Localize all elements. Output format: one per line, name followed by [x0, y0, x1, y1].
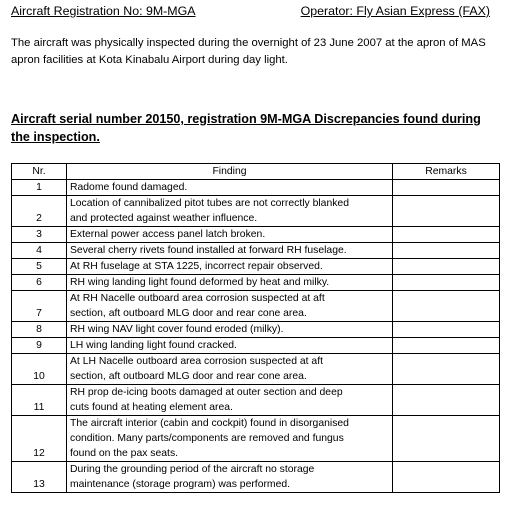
row-number: 6 — [12, 275, 67, 291]
row-remarks — [393, 180, 500, 196]
row-number: 2 — [12, 196, 67, 227]
finding-line: maintenance (storage program) was performed. — [70, 479, 291, 490]
finding-line: At LH Nacelle outboard area corrosion suspected at aft — [70, 356, 323, 367]
discrepancies-table — [11, 163, 500, 493]
finding-line: condition. Many parts/components are removed and fungus — [70, 433, 344, 444]
row-finding — [67, 180, 393, 196]
row-remarks — [393, 385, 500, 416]
finding-line: Radome found damaged. — [70, 182, 188, 193]
row-remarks — [393, 259, 500, 275]
header-finding: Finding — [67, 164, 393, 180]
table-header-row — [12, 164, 500, 180]
row-number: 5 — [12, 259, 67, 275]
row-finding — [67, 338, 393, 354]
table-row — [12, 180, 500, 196]
operator-header: Operator: Fly Asian Express (FAX) — [300, 4, 490, 18]
finding-line: RH wing NAV light cover found eroded (milky). — [70, 324, 284, 335]
row-finding — [67, 291, 393, 322]
finding-line: found on the pax seats. — [70, 448, 179, 459]
finding-line: RH wing landing light found deformed by heat and milky. — [70, 277, 330, 288]
row-finding — [67, 227, 393, 243]
finding-line: Location of cannibalized pitot tubes are not correctly blanked — [70, 198, 349, 209]
finding-line: At RH Nacelle outboard area corrosion suspected at aft — [70, 293, 325, 304]
section-title: Aircraft serial number 20150, registration 9M-MGA Discrepancies found during the inspection. — [11, 112, 481, 144]
finding-line: The aircraft interior (cabin and cockpit) found in disorganised — [70, 418, 349, 429]
table-row — [12, 227, 500, 243]
table-row — [12, 259, 500, 275]
row-finding — [67, 243, 393, 259]
table-row — [12, 385, 500, 416]
finding-line: RH prop de-icing boots damaged at outer section and deep — [70, 387, 343, 398]
row-number: 4 — [12, 243, 67, 259]
row-remarks — [393, 322, 500, 338]
row-remarks — [393, 196, 500, 227]
row-number: 9 — [12, 338, 67, 354]
table-row — [12, 354, 500, 385]
table-row — [12, 416, 500, 462]
finding-line: During the grounding period of the aircraft no storage — [70, 464, 315, 475]
header-remarks: Remarks — [393, 164, 500, 180]
table-row — [12, 196, 500, 227]
finding-line: and protected against weather influence. — [70, 213, 258, 224]
row-finding — [67, 354, 393, 385]
finding-line: section, aft outboard MLG door and rear cone area. — [70, 308, 307, 319]
finding-line: At RH fuselage at STA 1225, incorrect repair observed. — [70, 261, 323, 272]
row-number: 1 — [12, 180, 67, 196]
row-finding — [67, 385, 393, 416]
finding-line: External power access panel latch broken. — [70, 229, 266, 240]
finding-line: cuts found at heating element area. — [70, 402, 233, 413]
row-number: 13 — [12, 462, 67, 493]
row-remarks — [393, 275, 500, 291]
table-row — [12, 338, 500, 354]
row-number: 11 — [12, 385, 67, 416]
row-number: 10 — [12, 354, 67, 385]
row-number: 7 — [12, 291, 67, 322]
registration-header: Aircraft Registration No: 9M-MGA — [11, 4, 196, 18]
row-finding — [67, 275, 393, 291]
row-remarks — [393, 354, 500, 385]
intro-paragraph: The aircraft was physically inspected during the overnight of 23 June 2007 at the apron of MAS apron facilities at Kota Kinabalu Airport during day light. — [11, 37, 486, 66]
row-number: 3 — [12, 227, 67, 243]
row-remarks — [393, 243, 500, 259]
row-finding — [67, 322, 393, 338]
row-finding — [67, 416, 393, 462]
table-row — [12, 243, 500, 259]
row-remarks — [393, 416, 500, 462]
row-number: 8 — [12, 322, 67, 338]
table-row — [12, 322, 500, 338]
table-row — [12, 462, 500, 493]
row-finding — [67, 196, 393, 227]
row-finding — [67, 259, 393, 275]
finding-line: section, aft outboard MLG door and rear cone area. — [70, 371, 307, 382]
row-number: 12 — [12, 416, 67, 462]
row-remarks — [393, 338, 500, 354]
table-row — [12, 275, 500, 291]
row-remarks — [393, 462, 500, 493]
table-row — [12, 291, 500, 322]
row-remarks — [393, 291, 500, 322]
row-remarks — [393, 227, 500, 243]
row-finding — [67, 462, 393, 493]
finding-line: Several cherry rivets found installed at forward RH fuselage. — [70, 245, 347, 256]
finding-line: LH wing landing light found cracked. — [70, 340, 237, 351]
header-nr: Nr. — [12, 164, 67, 180]
